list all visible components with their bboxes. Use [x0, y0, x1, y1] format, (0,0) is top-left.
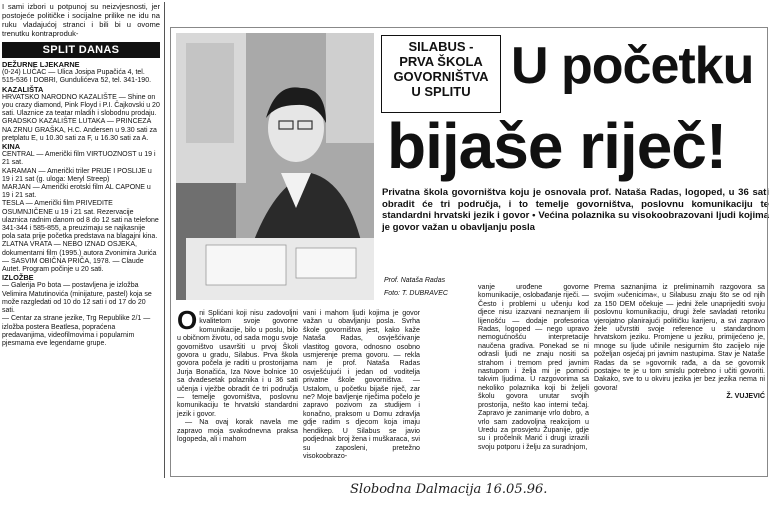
listing-entry: HRVATSKO NARODNO KAZALIŠTE — Shine on you crazy diamond, Pink Floyd i P.I. Čajkovski u 20 sati. Ulaznice za teatar mladih i slobodnu prodaju. [2, 93, 160, 118]
listings [2, 61, 160, 348]
handwritten-source-note: Slobodna Dalmacija 16.05.96. [350, 482, 548, 497]
article-col-1-text: ni Splićani koji nisu zadovoljni kvalitetom svoje govorne komunikacije, bilo u poslu, bilo u običnom životu, od sada mogu svoje govorništvo usavršiti u prvoj Školi govora u gradu, Silabus. Prva škola govora počela je raditi u prostorijama Jurja Bonačića, Iza Nove bolnice 10 sa dvadesetak polaznika i u 36 sati učenja i vježbe obradit će tri područja — temelje govorništva, poslovnu komunikaciju te hrvatski standardni jezik i govor. [177, 309, 298, 418]
listing-heading: DEŽURNE LJEKARNE [2, 60, 80, 69]
kicker-line: U SPLITU [411, 84, 471, 99]
article-col-2: vani i mahom ljudi kojima je govor važan u obavljanju posla. Svrha škole govorništva jest, kako kaže Nataša Radas, osvješćivanje vlastitog govora, odnosno osobno usmjerenje prema govoru. — rekla nam je prof. Nataša Radas osvješćujući i jedan od voditelja privatne škole govorništva. — Ustalom, u početku bijaše riječ, zar ne? Moje bavljenje riječima počelo je zapravo pozivom za studijem i konačno, praksom u Domu zdravlja gdje radim s djecom koja imaju hendikep. U Silabus se javio podjednak broj žena i muškaraca, svi su zaposleni, pretežno visokoobrazo- [303, 309, 420, 460]
article-author: Ž. VUJEVIĆ [726, 392, 765, 401]
listing-heading: IZLOŽBE [2, 273, 34, 283]
listing-entry: — Centar za strane jezike, Trg Republike 2/1 — izložba postera Beatlesa, popraćena predavanjima, videofilmovima i popularnim pjesmama eve legendarne grupe. [2, 315, 151, 347]
photo-credit: Foto: T. DUBRAVEC [384, 290, 448, 297]
article-col-3: vanje urođene govorne komunikacije, oslobađanje riječi. — Često i problemi u učenju kod djece nisu izazvani neznanjem ili lijenošću — dodaje profesorica Radas, logoped — nego upravo nemogućnošću interpretacije naučena gradiva. Ponekad se ni odrasli ljudi ne znaju nositi sa strahom i tremom pred javnim nastupom i želja mi je pomoći takvim ljudima. U razgovorima sa nekoliko polaznika koji bi željeli školu govora unutar svojih prostorija, nešto kao interni tečaj. Zapravo je zanimanje vrlo dobro, a vrlo sam zadovoljna reakcijom u Uredu za prosvjetu Županije, gdje su i pročelnik Marić i drugi izrazili svoju potporu i želju za suradnjom, [478, 283, 589, 451]
listing-entry: KARAMAN — Američki triler PRIJE I POSLIJE u 19 i 21 sat (g. uloga: Meryl Streep) [2, 167, 152, 183]
listing-entry: — SASVIM OBIČNA PRIČA, 1978. — Claude Autet. Program počinje u 20 sati. [2, 257, 144, 274]
headline-line-2: bijaše riječ! [387, 110, 727, 182]
listing-entry: (0-24) LUČAC — Ulica Josipa Pupačića 4, tel. 515-536 I DOBRI, Gundulićeva 52, tel. 341-190. [2, 69, 152, 85]
drop-cap: O [177, 305, 198, 335]
left-top-text: I sami izbori u potpunoj su neizvjesnosti, jer postojeće političke i socijalne prilike ne idu na ruku vladajućoj stranci i bili bi u ovome trenutku kontraproduk- [2, 2, 160, 38]
kicker-line: SILABUS - [408, 39, 474, 54]
kicker-line: GOVORNIŠTVA [393, 69, 489, 84]
kicker-line: PRVA ŠKOLA [399, 54, 483, 69]
split-danas-banner: SPLIT DANAS [2, 42, 160, 58]
article-col-4 [594, 283, 765, 401]
listing-entry: — Galerija Po bota — postavljena je izložba Velimira Matutinovića (minijature, pastel) koja se može razgledati od 10 do 12 sati i od 17 do 20 sati. [2, 282, 152, 315]
headline-line-1: U početku [511, 37, 754, 95]
photo-caption-name: Prof. Nataša Radas [384, 277, 446, 284]
listing-entry: CENTRAL — Američki film VIRTUOZNOST u 19 i 21 sat. [2, 151, 156, 167]
listing-entry: MARJAN — Američki erotski film AL CAPONE u 19 i 21 sat. [2, 184, 151, 200]
article-col-1 [177, 305, 298, 444]
photo-nata-radas [176, 33, 374, 300]
listing-entry: TESLA — Američki film PRIVEDITE OSUMNJIČENE u 19 i 21 sat. Rezervacije ulaznica radnim danom od 8 do 12 sati na telefone 341-344 i 585-855, a preuzimaju se najkasnije pola sata prije početka predstava na blagajni kina. [2, 200, 159, 241]
listing-heading: KINA [2, 142, 21, 152]
left-column [2, 2, 160, 348]
listing-entry: GRADSKO KAZALIŠTE LUTAKA — PRINCEZA NA ZRNU GRAŠKA, H.C. Andersen u 9.30 sati za pretplatu E, u 10.30 sati za F, u 16.30 sati za A. [2, 118, 157, 142]
article-col-1-text-2: — Na ovaj korak navela me zapravo moja svakodnevna praksa logopeda, ali i mahom [177, 418, 298, 444]
listing-heading: KAZALIŠTA [2, 84, 44, 94]
listing-entry: ZLATNA VRATA — NEBO IZNAD OSJEKA, dokumentarni film (1995.) autora Zvonimira Jurića [2, 241, 157, 257]
kicker-box [381, 35, 501, 113]
column-divider [164, 2, 165, 478]
lead-paragraph: Privatna škola govorništva koju je osnovala prof. Nataša Radas, logoped, u 36 sati obradit će tri područja, i to temelje govorništva, poslovnu komunikaciju te standardni hrvatski jezik i govor • Većina polaznika su visokoobrazovani ljudi kojima je govor važan u obavljanju posla [382, 187, 769, 233]
article-col-4-text: Prema saznanjima iz preliminarnih razgovora sa svojim »učenicima«, u Silabusu znaju što se od njih za 150 DEM očekuje — jedni žele unaprijediti svoju poslovnu komunikaciju, drugi žele savladati retoriku vjerojatno planirajući političku karijeru, a svi zapravo žele učvrstiti svoje reference u standardnom hrvatskom jeziku. Promjene u jeziku, primijećeno je, mnoge su ljude učinile nesigurnim što zacijelo nije poželjan osjećaj pri javnim nastupima. Stav je Nataše Radas da se »govornik rađa, a da se govornik postaje« te je u tom smislu potrebno i učiti govoriti. Dakako, sve to u okviru jezika jer bez jezika nema ni govora! [594, 283, 765, 392]
